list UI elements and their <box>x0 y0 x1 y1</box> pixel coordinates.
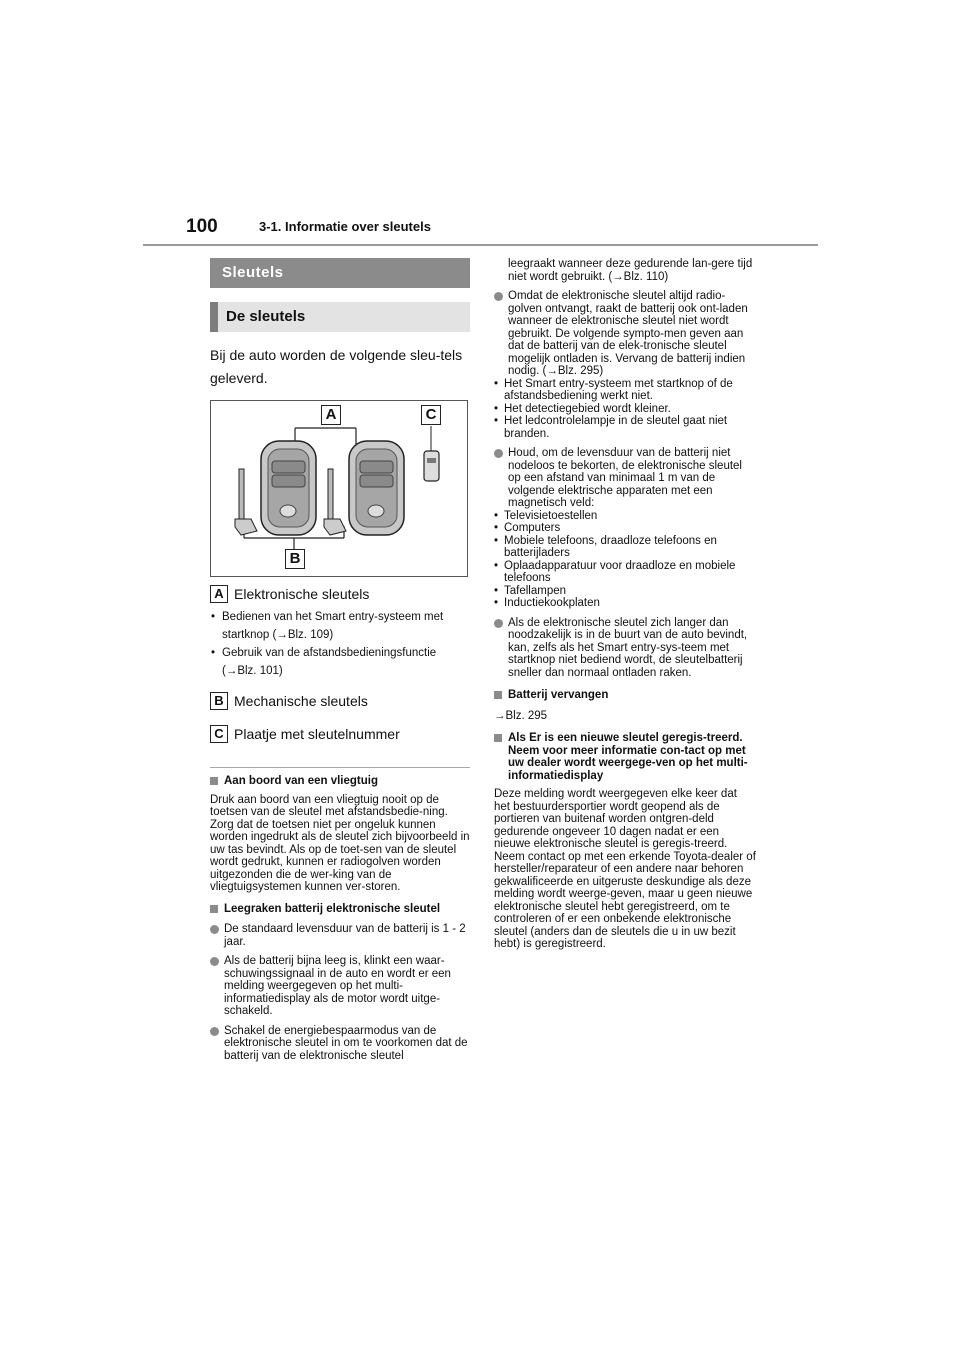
legend-c-box: C <box>210 725 228 743</box>
list-item: • Inductiekookplaten <box>494 597 756 610</box>
number-plate <box>424 451 439 481</box>
symptom-list <box>494 378 756 441</box>
list-item: • Het Smart entry-systeem met startknop of de afstandsbediening werkt niet. <box>494 378 756 403</box>
keys-illustration <box>211 401 467 576</box>
list-item: • Het detectiegebied wordt kleiner. <box>494 403 756 416</box>
replace-ref: →Blz. 295 <box>494 709 548 722</box>
battery-heading: Leegraken batterij elektronische sleutel <box>210 903 470 916</box>
right-column <box>494 258 756 951</box>
header-rule <box>143 244 818 246</box>
battery-note-1: De standaard levensduur van de batterij is 1 - 2 jaar. <box>210 923 470 948</box>
list-item: • Bedienen van het Smart entry-systeem met startknop (→Blz. 109) <box>210 608 470 644</box>
smart-key-1 <box>261 441 316 535</box>
label-b: B <box>285 549 305 569</box>
battery-note-3-continued: leegraakt wanneer deze gedurende lan-gere tijd niet wordt gebruikt. (→Blz. 110) <box>508 258 753 283</box>
list-item: • Televisietoestellen <box>494 510 756 523</box>
legend-c <box>210 725 470 743</box>
new-key-text: Deze melding wordt weergegeven elke keer dat het bestuurdersportier wordt geopend als de portieren van buitenaf worden ontgren-deld gedurende ongeveer 10 dagen nadat er een nieuwe elektronische sleutel is geregis-treerd. <box>494 788 737 850</box>
battery-note-3: Schakel de energiebespaarmodus van de elektronische sleutel in om te voorkomen dat de batterij van de elektronische sleutel <box>210 1025 470 1063</box>
label-a: A <box>321 405 341 425</box>
section-title: 3-1. Informatie over sleutels <box>259 219 431 234</box>
label-c: C <box>421 405 441 425</box>
aircraft-heading: Aan boord van een vliegtuig <box>210 775 470 788</box>
list-item: • Het ledcontrolelampje in de sleutel gaat niet branden. <box>494 415 756 440</box>
list-item: • Tafellampen <box>494 585 756 598</box>
legend-b-text: Mechanische sleutels <box>234 693 368 709</box>
device-list <box>494 510 756 610</box>
legend-c-text: Plaatje met sleutelnummer <box>234 726 400 742</box>
keys-figure <box>210 400 468 577</box>
list-item: • Mobiele telefoons, draadloze telefoons en batterijladers <box>494 535 756 560</box>
battery-note-5: Houd, om de levensduur van de batterij niet nodeloos te bekorten, de elektronische sleutel op een afstand van minimaal 1 m van de volgende elektrische apparaten met een magnetisch veld: <box>494 447 756 510</box>
legend-a-box: A <box>210 585 228 603</box>
battery-note-4: Omdat de elektronische sleutel altijd radio-golven ontvangt, raakt de batterij ook ont-laden wanneer de elektronische sleutel niet wordt gebruikt. De volgende sympto-men geven aan dat de batterij van de elek-tronische sleutel mogelijk ontladen is. Vervang de batterij indien nodig. (→Blz. 295) <box>494 290 756 378</box>
smart-key-2 <box>349 441 404 535</box>
mechanical-key-2 <box>324 469 346 535</box>
section-heading: De sleutels <box>210 302 470 332</box>
mechanical-key-1 <box>235 469 257 535</box>
legend-a-list <box>210 608 470 680</box>
new-key-heading: Als Er is een nieuwe sleutel geregis-treerd. Neem voor meer informatie con-tact op met uw dealer wordt weergege-ven op het multi-informatiedisplay <box>494 732 756 782</box>
page-number: 100 <box>186 216 218 237</box>
battery-note-6: Als de elektronische sleutel zich langer dan noodzakelijk is in de buurt van de auto bevindt, kan, zelfs als het Smart entry-sys-teem met startknop niet bediend wordt, de sleutelbatterij sneller dan normaal ontladen raken. <box>494 617 756 680</box>
new-key-text-2: Neem contact op met een erkende Toyota-dealer of hersteller/reparateur of een andere naar behoren gekwalificeerde en uitgeruste deskundige als deze melding wordt weerge-geven, maar u geen nieuwe elektronische sleutel hebt geregistreerd, om te controleren of er een onbekende elektronische sleutel (anders dan de sleutels die u in uw bezit hebt) is geregistreerd. <box>494 850 756 950</box>
notes-separator <box>210 767 470 768</box>
left-column <box>210 258 470 1062</box>
chapter-heading: Sleutels <box>210 258 470 288</box>
list-item: • Gebruik van de afstandsbedieningsfunctie (→Blz. 101) <box>210 644 470 680</box>
battery-note-2: Als de batterij bijna leeg is, klinkt een waar-schuwingssignaal in de auto en wordt er een melding weergegeven op het multi-informatiedisplay als de motor wordt uitge-schakeld. <box>210 955 470 1018</box>
legend-a-text: Elektronische sleutels <box>234 586 370 602</box>
legend-b <box>210 692 470 710</box>
replace-heading: Batterij vervangen <box>494 689 756 702</box>
intro-text: Bij de auto worden de volgende sleu-tels geleverd. <box>210 347 463 386</box>
legend-b-box: B <box>210 692 228 710</box>
aircraft-text: Druk aan boord van een vliegtuig nooit op de toetsen van de sleutel met afstandsbedie-ning. Zorg dat de toetsen niet per ongeluk kunnen worden ingedrukt als de sleutel zich bijvoorbeeld in uw tas bevindt. Als op de toet-sen van de sleutel wordt gedrukt, kunnen er radiogolven worden uitgezonden die de wer-king van de vliegtuigsystemen kunnen ver-storen. <box>210 793 470 893</box>
list-item: • Oplaadapparatuur voor draadloze en mobiele telefoons <box>494 560 756 585</box>
legend-a <box>210 585 470 603</box>
list-item: • Computers <box>494 522 756 535</box>
